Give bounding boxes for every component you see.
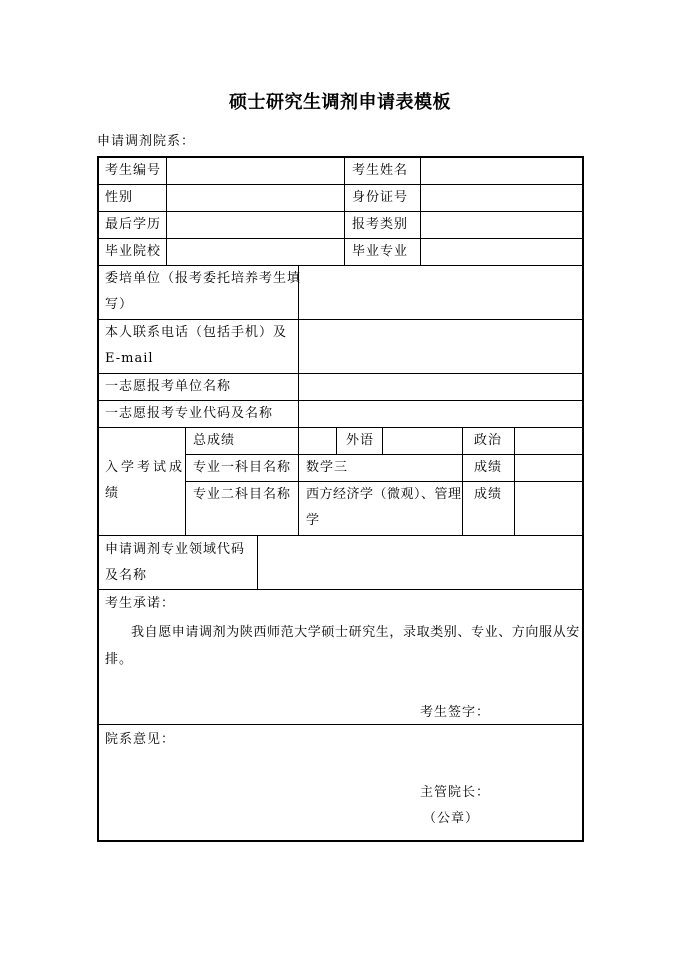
exam-category-input[interactable] <box>422 213 582 237</box>
column-divider <box>462 427 463 535</box>
row-divider <box>99 589 584 590</box>
gender-input[interactable] <box>168 186 343 210</box>
signature-label: 考生签字： <box>420 705 491 720</box>
total-score-label: 总成绩 <box>193 433 236 448</box>
foreign-language-label: 外语 <box>346 433 375 448</box>
politics-label: 政治 <box>474 433 503 448</box>
first-choice-unit-label: 一志愿报考单位名称 <box>105 379 232 394</box>
score1-label: 成绩 <box>474 460 503 475</box>
department-label: 申请调剂院系： <box>97 134 196 149</box>
first-choice-unit-input[interactable] <box>300 374 582 399</box>
exam-number-label: 考生编号 <box>105 163 162 178</box>
row-divider <box>99 724 584 725</box>
opinion-label: 院系意见： <box>105 732 176 747</box>
exam-category-label: 报考类别 <box>352 217 409 232</box>
last-education-input[interactable] <box>168 213 343 237</box>
exam-scores-label: 入学考试成 <box>105 460 186 475</box>
subject2-value[interactable]: 西方经济学（微观）、管理 <box>306 487 462 502</box>
name-input[interactable] <box>422 159 582 183</box>
row-divider <box>99 184 584 185</box>
score1-input[interactable] <box>516 455 582 480</box>
score2-label: 成绩 <box>474 487 503 502</box>
subject2-value[interactable]: 学 <box>306 513 321 528</box>
name-label: 考生姓名 <box>352 163 409 178</box>
id-number-label: 身份证号 <box>352 190 409 205</box>
first-choice-major-input[interactable] <box>300 401 582 426</box>
column-divider <box>420 158 421 265</box>
first-choice-major-label: 一志愿报考专业代码及名称 <box>105 406 274 421</box>
seal-label: （公章） <box>423 811 480 826</box>
form-title: 硕士研究生调剂申请表模板 <box>229 92 451 113</box>
subject1-value[interactable]: 数学三 <box>306 460 349 475</box>
column-divider <box>344 158 345 265</box>
contact-input[interactable] <box>300 320 582 372</box>
graduate-school-label: 毕业院校 <box>105 244 162 259</box>
signature-input[interactable] <box>494 698 582 723</box>
transfer-field-label: 及名称 <box>105 568 148 583</box>
pledge-label: 考生承诺： <box>105 596 176 611</box>
application-table <box>97 156 584 842</box>
total-score-input[interactable] <box>300 428 335 453</box>
transfer-field-input[interactable] <box>259 536 582 588</box>
pledge-text: 排。 <box>105 652 134 667</box>
column-divider <box>514 427 515 535</box>
foreign-language-input[interactable] <box>384 428 461 453</box>
graduate-major-input[interactable] <box>422 240 582 264</box>
director-label: 主管院长： <box>420 785 491 800</box>
score2-input[interactable] <box>516 482 582 534</box>
contact-label: E-mail <box>105 351 154 366</box>
gender-label: 性别 <box>105 190 134 205</box>
graduate-major-label: 毕业专业 <box>352 244 409 259</box>
column-divider <box>336 427 337 454</box>
opinion-input[interactable] <box>105 754 582 784</box>
sponsor-unit-label: 写） <box>105 297 134 312</box>
exam-scores-label: 绩 <box>105 486 120 501</box>
row-divider <box>99 427 584 428</box>
contact-label: 本人联系电话（包括手机）及 <box>105 325 288 340</box>
column-divider <box>166 158 167 265</box>
graduate-school-input[interactable] <box>168 240 343 264</box>
politics-input[interactable] <box>516 428 582 453</box>
exam-number-input[interactable] <box>168 159 343 183</box>
transfer-field-label: 申请调剂专业领域代码 <box>105 542 246 557</box>
sponsor-unit-input[interactable] <box>300 266 582 318</box>
last-education-label: 最后学历 <box>105 217 162 232</box>
id-number-input[interactable] <box>422 186 582 210</box>
row-divider <box>99 238 584 239</box>
column-divider <box>298 427 299 535</box>
pledge-text: 我自愿申请调剂为陕西师范大学硕士研究生，录取类别、专业、方向服从安 <box>131 625 580 640</box>
column-divider <box>382 427 383 454</box>
column-divider <box>257 535 258 589</box>
row-divider <box>99 211 584 212</box>
subject1-label: 专业一科目名称 <box>193 460 292 475</box>
sponsor-unit-label: 委培单位（报考委托培养考生填 <box>105 271 302 286</box>
subject2-label: 专业二科目名称 <box>193 487 292 502</box>
column-divider <box>185 427 186 535</box>
department-input[interactable] <box>190 128 580 152</box>
